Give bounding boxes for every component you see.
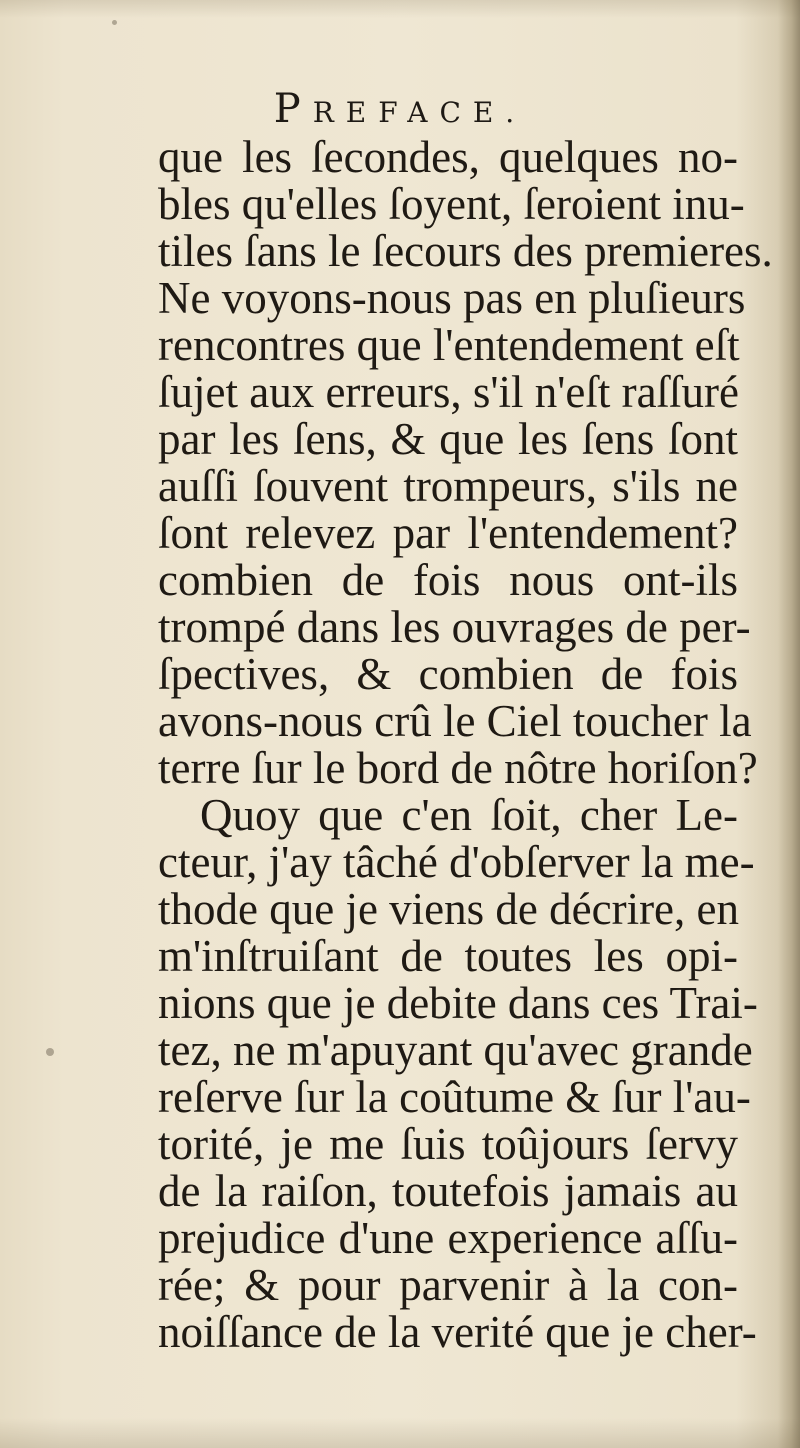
text-line: de la raiſon, toutefois jamais au: [158, 1166, 738, 1216]
page-bottom-shadow: [0, 1418, 800, 1448]
text-line: ſujet aux erreurs, s'il n'eſt raſſuré: [158, 367, 740, 417]
text-line: Ne voyons-nous pas en pluſieurs: [158, 273, 746, 323]
text-line: terre ſur le bord de nôtre horiſon?: [158, 743, 758, 793]
text-line: tez, ne m'apuyant qu'avec grande: [158, 1025, 753, 1075]
text-line: que les ſecondes, quelques no-: [158, 132, 738, 182]
text-line: torité, je me ſuis toûjours ſervy: [158, 1119, 738, 1169]
text-line: rée; & pour parvenir à la con-: [158, 1260, 738, 1310]
text-line: par les ſens, & que les ſens ſont: [158, 414, 738, 464]
body-text: [158, 132, 773, 1357]
text-line: m'inſtruiſant de toutes les opi-: [158, 931, 738, 981]
text-line: bles qu'elles ſoyent, ſeroient inu-: [158, 179, 745, 229]
text-line: cteur, j'ay tâché d'obſerver la me-: [158, 837, 755, 887]
text-line: thode que je viens de décrire, en: [158, 884, 740, 934]
text-line: ſpectives, & combien de fois: [158, 649, 738, 699]
text-line: ſont relevez par l'entendement?: [158, 508, 738, 558]
text-line: trompé dans les ouvrages de per-: [158, 602, 751, 652]
text-line: auſſi ſouvent trompeurs, s'ils ne: [158, 461, 738, 511]
text-line: reſerve ſur la coûtume & ſur l'au-: [158, 1072, 751, 1122]
ink-speck: [112, 20, 117, 25]
text-line: rencontres que l'entendement eſt: [158, 320, 740, 370]
running-head: [0, 86, 800, 132]
text-line: noiſſance de la verité que je cher-: [158, 1307, 757, 1357]
text-line: prejudice d'une experience aſſu-: [158, 1213, 738, 1263]
running-head-initial: P: [273, 86, 313, 132]
ink-speck: [46, 1048, 54, 1056]
page-gutter-shadow: [778, 0, 800, 1448]
text-line: nions que je debite dans ces Trai-: [158, 978, 758, 1028]
page-top-shadow: [0, 0, 800, 18]
text-line: combien de fois nous ont-ils: [158, 555, 738, 605]
running-head-rest: REFACE.: [312, 96, 527, 129]
text-line: avons-nous crû le Ciel toucher la: [158, 696, 752, 746]
text-line: Quoy que c'en ſoit, cher Le-: [200, 790, 738, 840]
text-line: tiles ſans le ſecours des premieres.: [158, 226, 773, 276]
